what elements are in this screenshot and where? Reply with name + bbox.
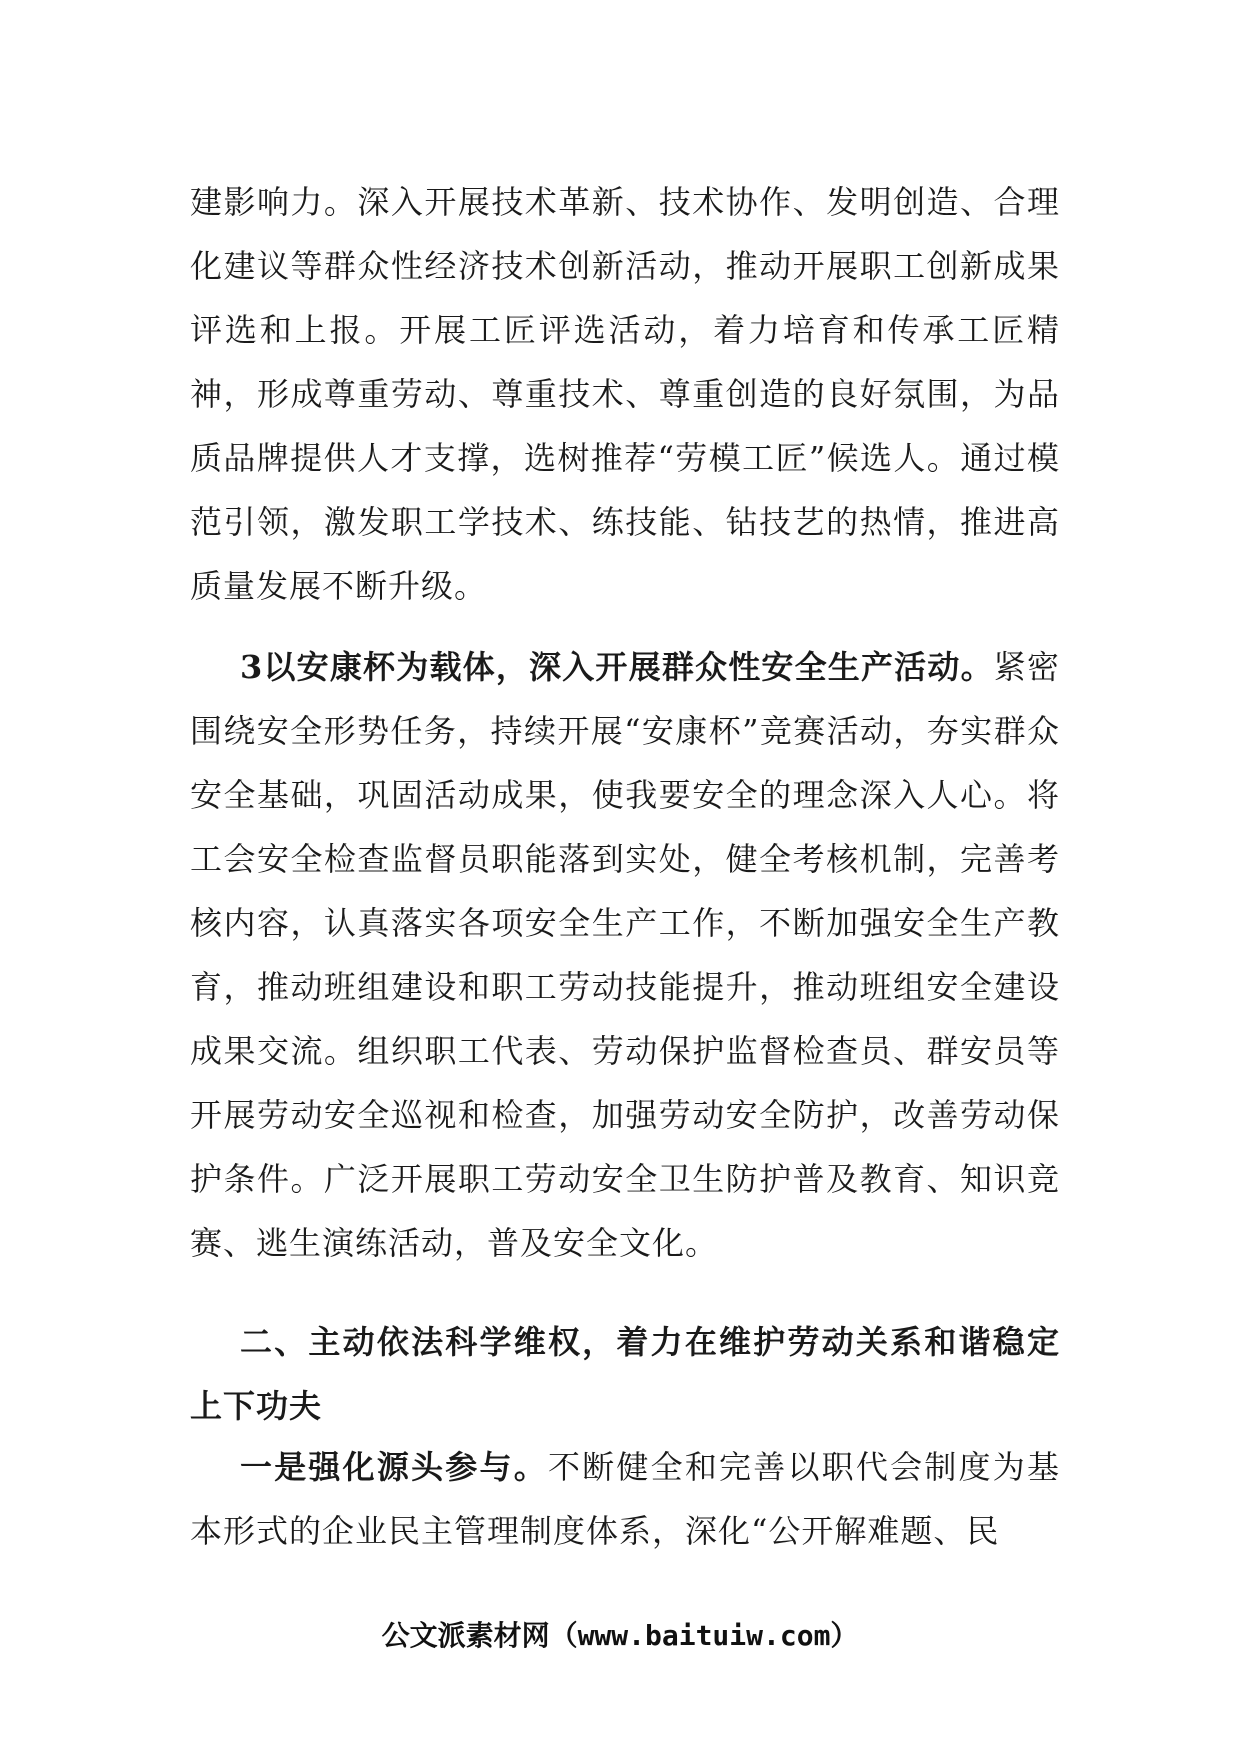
paragraph-text: 紧密围绕安全形势任务，持续开展“安康杯”竞赛活动，夯实群众安全基础，巩固活动成果，使我要安全的理念深入人心。将工会安全检查监督员职能落到实处，健全考核机制，完善考核内容，认真落实各项安全生产工作，不断加强安全生产教育，推动班组建设和职工劳动技能提升，推动班组安全建设成果交流。组织职工代表、劳动保护监督检查员、群安员等开展劳动安全巡视和检查，加强劳动安全防护，改善劳动保护条件。广泛开展职工劳动安全卫生防护普及教育、知识竞赛、逃生演练活动，普及安全文化。 <box>190 648 1060 1262</box>
section-heading <box>190 1310 1060 1438</box>
body-paragraph <box>190 170 1060 618</box>
paragraph-text: 不断健全和完善以职代会制度为基本形式的企业民主管理制度体系，深化“公开解难题、民 <box>190 1448 1060 1550</box>
footer-source: 公文派素材网（www.baituiw.com） <box>381 1619 859 1652</box>
section-paragraph-yuantou <box>190 1435 1060 1563</box>
paragraph-body <box>190 635 1060 1275</box>
paragraph-text: 建影响力。深入开展技术革新、技术协作、发明创造、合理化建议等群众性经济技术创新活动，推动开展职工创新成果评选和上报。开展工匠评选活动，着力培育和传承工匠精神，形成尊重劳动、尊重技术、尊重创造的良好氛围，为品质品牌提供人才支撑，选树推荐“劳模工匠”候选人。通过模范引领，激发职工学技术、练技能、钻技艺的热情，推进高质量发展不断升级。 <box>190 183 1060 605</box>
paragraph-lead-heading: 3以安康杯为载体，深入开展群众性安全生产活动。 <box>240 648 994 686</box>
paragraph-lead-heading: 一是强化源头参与。 <box>240 1448 548 1486</box>
section-paragraph-anquan <box>190 635 1060 1275</box>
paragraph-body <box>190 1435 1060 1563</box>
heading-text: 二、主动依法科学维权，着力在维护劳动关系和谐稳定上下功夫 <box>190 1323 1060 1425</box>
